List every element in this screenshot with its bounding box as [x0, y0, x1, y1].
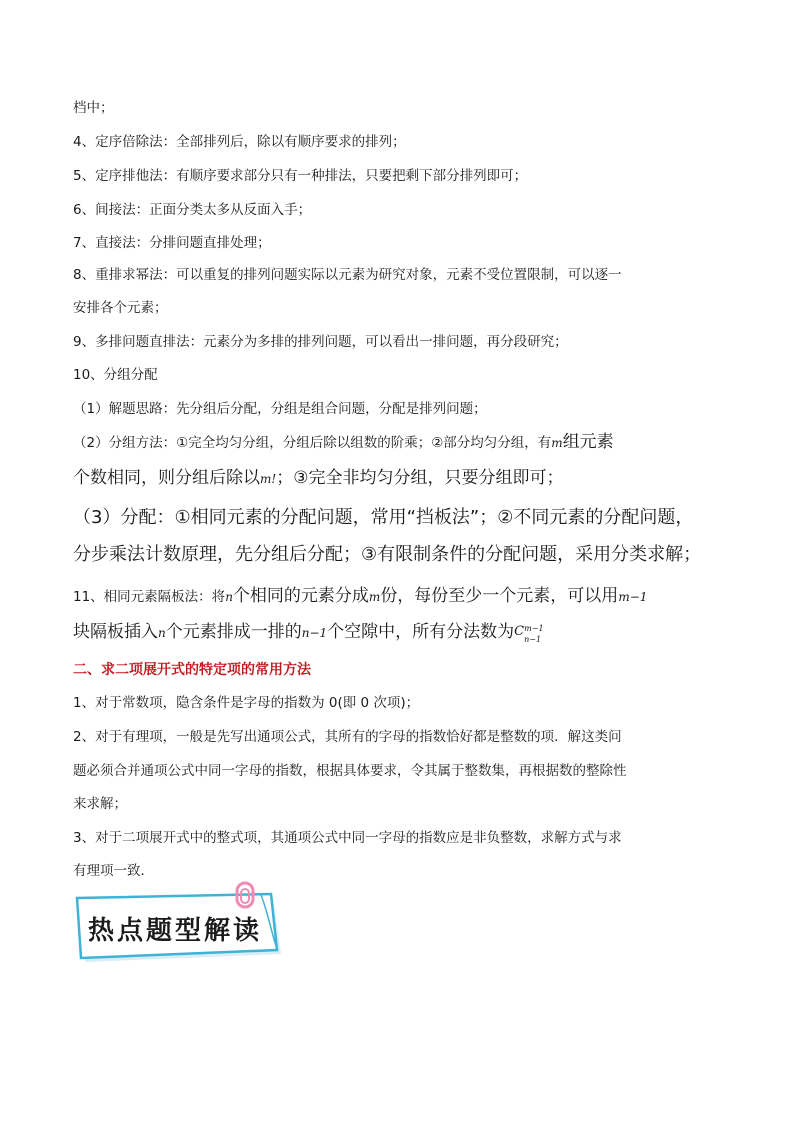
math-var: m [551, 436, 563, 450]
text-span: 块隔板插入 [73, 622, 158, 642]
comb-letter: C [514, 624, 525, 639]
text-line [73, 468, 563, 489]
text-line: 安排各个元素； [73, 300, 168, 316]
math-var: n [225, 590, 233, 604]
comb-superscript: m−1 [524, 624, 544, 633]
math-expr: m−1 [618, 590, 648, 604]
text-span: ；③完全非均匀分组，只要分组即可； [276, 468, 564, 488]
comb-subscript: n−1 [524, 635, 542, 644]
text-line: 有理项一致． [73, 863, 154, 879]
text-line [73, 586, 647, 607]
text-span: 个相同的元素分成 [232, 586, 369, 606]
text-line [73, 622, 544, 644]
text-line: 9、多排问题直排法：元素分为多排的排列问题，可以看出一排问题，再分段研究； [73, 334, 568, 350]
text-span: 组元素 [562, 432, 614, 452]
text-line: 8、重排求幂法：可以重复的排列问题实际以元素为研究对象，元素不受位置限制，可以逐一 [73, 267, 622, 283]
text-line: 10、分组分配 [73, 367, 158, 383]
section-heading: 二、求二项展开式的特定项的常用方法 [73, 662, 311, 678]
text-line: 6、间接法：正面分类太多从反面入手； [73, 202, 312, 218]
text-line: 5、定序排他法：有顺序要求部分只有一种排法，只要把剩下部分排列即可； [73, 168, 528, 184]
text-span: （2）分组方法：①完全均匀分组，分组后除以组数的阶乘；②部分均匀分组，有 [73, 435, 552, 451]
text-line: 7、直接法：分排问题直排处理； [73, 235, 271, 251]
text-line: 档中； [73, 100, 114, 116]
section-badge [75, 880, 290, 970]
text-line: 2、对于有理项，一般是先写出通项公式，其所有的字母的指数恰好都是整数的项．解这类问 [73, 729, 622, 745]
text-span: 个元素排成一排的 [165, 622, 302, 642]
text-span: 11、相同元素隔板法：将 [73, 589, 226, 605]
math-var: m [368, 590, 381, 604]
text-line: （1）解题思路：先分组后分配，分组是组合问题，分配是排列问题； [73, 401, 487, 417]
text-line: 3、对于二项展开式中的整式项，其通项公式中同一字母的指数应是非负整数，求解方式与求 [73, 830, 622, 846]
math-var: m! [260, 472, 277, 486]
text-line: 分步乘法计数原理，先分组后分配；③有限制条件的分配问题，采用分类求解； [73, 544, 702, 565]
text-span: 份，每份至少一个元素，可以用 [380, 586, 619, 606]
text-span: 个空隙中，所有分法数为 [327, 622, 515, 642]
math-expr: n−1 [301, 626, 328, 640]
text-line: 1、对于常数项，隐含条件是字母的指数为 0(即 0 次项)； [73, 695, 420, 711]
badge-title: 热点题型解读 [87, 916, 263, 946]
text-span: 个数相同，则分组后除以 [73, 468, 260, 488]
text-line: 来求解； [73, 796, 127, 812]
math-var: n [158, 626, 166, 640]
text-line: 题必须合并通项公式中同一字母的指数，根据具体要求，令其属于整数集，再根据数的整除性 [73, 763, 627, 779]
text-line: （3）分配：①相同元素的分配问题，常用“挡板法”；②不同元素的分配问题， [73, 507, 694, 528]
text-line [73, 432, 614, 453]
text-line: 4、定序倍除法：全部排列后，除以有顺序要求的排列； [73, 134, 406, 150]
combination-symbol [514, 622, 544, 644]
